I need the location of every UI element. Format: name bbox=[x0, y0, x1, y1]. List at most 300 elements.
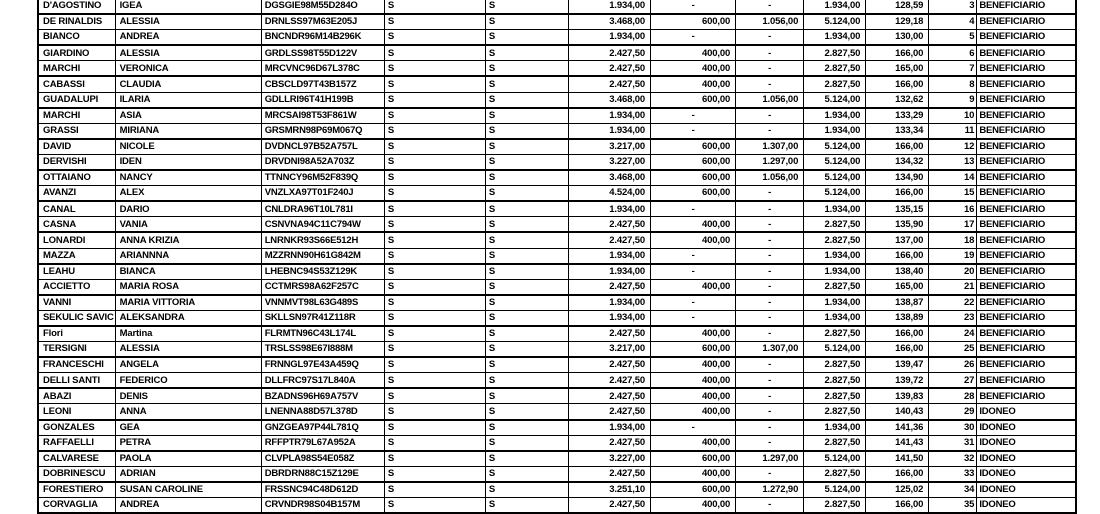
cell-first-name: ANNA bbox=[115, 404, 261, 420]
cell-flag-2: S bbox=[485, 201, 568, 217]
cell-status: BENEFICIARIO bbox=[977, 45, 1076, 61]
cell-first-name: DENIS bbox=[115, 388, 261, 404]
cell-fiscal-code: LNRNKR93S66E512H bbox=[261, 232, 384, 248]
cell-status: IDONEO bbox=[977, 451, 1076, 467]
cell-first-name: FEDERICO bbox=[115, 373, 261, 389]
cell-amount-extra1: 400,00 bbox=[651, 498, 736, 514]
cell-surname: SEKULIC SAVIC bbox=[38, 310, 115, 326]
cell-amount-extra2: - bbox=[736, 357, 804, 373]
cell-amount-base: 3.468,00 bbox=[568, 92, 650, 108]
cell-rank: 16 bbox=[929, 201, 977, 217]
cell-first-name: PAOLA bbox=[115, 451, 261, 467]
cell-fiscal-code: DLLFRC97S17L840A bbox=[261, 373, 384, 389]
cell-rank: 26 bbox=[929, 357, 977, 373]
cell-flag-1: S bbox=[384, 310, 485, 326]
table-row bbox=[38, 139, 1076, 155]
cell-rank: 5 bbox=[929, 30, 977, 46]
cell-surname: GRASSI bbox=[38, 123, 115, 139]
cell-first-name: ANDREA bbox=[115, 498, 261, 514]
cell-amount-total: 5.124,00 bbox=[804, 342, 866, 358]
cell-flag-2: S bbox=[485, 217, 568, 233]
cell-amount-extra1: - bbox=[651, 248, 736, 264]
cell-amount-extra2: 1.056,00 bbox=[736, 170, 804, 186]
cell-score: 141,36 bbox=[866, 420, 929, 436]
cell-score: 138,87 bbox=[866, 295, 929, 311]
cell-amount-extra1: 400,00 bbox=[651, 388, 736, 404]
cell-amount-total: 1.934,00 bbox=[804, 295, 866, 311]
cell-flag-2: S bbox=[485, 0, 568, 14]
table-row bbox=[38, 201, 1076, 217]
cell-fiscal-code: CNLDRA96T10L781I bbox=[261, 201, 384, 217]
cell-amount-total: 1.934,00 bbox=[804, 264, 866, 280]
cell-amount-extra1: 600,00 bbox=[651, 342, 736, 358]
cell-first-name: MIRIANA bbox=[115, 123, 261, 139]
cell-amount-total: 1.934,00 bbox=[804, 30, 866, 46]
cell-amount-total: 5.124,00 bbox=[804, 170, 866, 186]
cell-score: 166,00 bbox=[866, 45, 929, 61]
cell-status: BENEFICIARIO bbox=[977, 30, 1076, 46]
cell-amount-extra1: - bbox=[651, 30, 736, 46]
cell-status: BENEFICIARIO bbox=[977, 248, 1076, 264]
cell-score: 166,00 bbox=[866, 76, 929, 92]
cell-surname: CABASSI bbox=[38, 76, 115, 92]
cell-first-name: ASIA bbox=[115, 108, 261, 124]
cell-amount-base: 2.427,50 bbox=[568, 373, 650, 389]
cell-status: BENEFICIARIO bbox=[977, 201, 1076, 217]
cell-amount-extra2: - bbox=[736, 217, 804, 233]
cell-amount-total: 1.934,00 bbox=[804, 201, 866, 217]
cell-surname: TERSIGNI bbox=[38, 342, 115, 358]
cell-flag-1: S bbox=[384, 139, 485, 155]
cell-fiscal-code: GDLLRI96T41H199B bbox=[261, 92, 384, 108]
cell-rank: 23 bbox=[929, 310, 977, 326]
cell-rank: 31 bbox=[929, 435, 977, 451]
cell-amount-total: 5.124,00 bbox=[804, 186, 866, 202]
cell-fiscal-code: TTNNCY96M52F839Q bbox=[261, 170, 384, 186]
cell-flag-2: S bbox=[485, 61, 568, 77]
cell-fiscal-code: MRCSAI98T53F861W bbox=[261, 108, 384, 124]
table-row bbox=[38, 342, 1076, 358]
cell-rank: 7 bbox=[929, 61, 977, 77]
cell-status: BENEFICIARIO bbox=[977, 342, 1076, 358]
cell-rank: 15 bbox=[929, 186, 977, 202]
table-row bbox=[38, 217, 1076, 233]
cell-amount-extra2: 1.297,00 bbox=[736, 154, 804, 170]
cell-score: 137,00 bbox=[866, 232, 929, 248]
cell-status: BENEFICIARIO bbox=[977, 108, 1076, 124]
table-row bbox=[38, 279, 1076, 295]
cell-fiscal-code: BZADNS96H69A757V bbox=[261, 388, 384, 404]
cell-flag-1: S bbox=[384, 61, 485, 77]
cell-score: 129,18 bbox=[866, 14, 929, 30]
cell-surname: LEONI bbox=[38, 404, 115, 420]
cell-first-name: NICOLE bbox=[115, 139, 261, 155]
cell-flag-2: S bbox=[485, 170, 568, 186]
cell-flag-2: S bbox=[485, 14, 568, 30]
cell-fiscal-code: CLVPLA98S54E058Z bbox=[261, 451, 384, 467]
cell-score: 138,89 bbox=[866, 310, 929, 326]
cell-status: BENEFICIARIO bbox=[977, 217, 1076, 233]
cell-flag-2: S bbox=[485, 326, 568, 342]
cell-first-name: MARIA ROSA bbox=[115, 279, 261, 295]
cell-score: 166,00 bbox=[866, 139, 929, 155]
cell-flag-2: S bbox=[485, 498, 568, 514]
cell-flag-2: S bbox=[485, 420, 568, 436]
cell-flag-1: S bbox=[384, 357, 485, 373]
cell-rank: 12 bbox=[929, 139, 977, 155]
cell-first-name: ANNA KRIZIA bbox=[115, 232, 261, 248]
cell-first-name: ALESSIA bbox=[115, 14, 261, 30]
cell-rank: 18 bbox=[929, 232, 977, 248]
cell-amount-extra1: 400,00 bbox=[651, 232, 736, 248]
cell-amount-total: 1.934,00 bbox=[804, 0, 866, 14]
ranking-table bbox=[37, 0, 1077, 514]
table-row bbox=[38, 45, 1076, 61]
cell-fiscal-code: DRVDNI98A52A703Z bbox=[261, 154, 384, 170]
cell-rank: 25 bbox=[929, 342, 977, 358]
cell-amount-total: 2.827,50 bbox=[804, 326, 866, 342]
cell-amount-extra1: 400,00 bbox=[651, 404, 736, 420]
cell-fiscal-code: FRNNGL97E43A459Q bbox=[261, 357, 384, 373]
cell-fiscal-code: CCTMRS98A62F257C bbox=[261, 279, 384, 295]
table-row bbox=[38, 14, 1076, 30]
cell-amount-extra2: - bbox=[736, 248, 804, 264]
cell-surname: LONARDI bbox=[38, 232, 115, 248]
table-row bbox=[38, 248, 1076, 264]
cell-flag-1: S bbox=[384, 466, 485, 482]
cell-amount-base: 1.934,00 bbox=[568, 30, 650, 46]
cell-rank: 14 bbox=[929, 170, 977, 186]
cell-amount-extra1: 400,00 bbox=[651, 76, 736, 92]
cell-flag-1: S bbox=[384, 30, 485, 46]
cell-amount-extra1: 600,00 bbox=[651, 186, 736, 202]
cell-amount-extra2: - bbox=[736, 108, 804, 124]
cell-amount-base: 2.427,50 bbox=[568, 357, 650, 373]
cell-score: 138,40 bbox=[866, 264, 929, 280]
cell-flag-2: S bbox=[485, 279, 568, 295]
cell-amount-extra2: 1.307,00 bbox=[736, 139, 804, 155]
cell-amount-base: 2.427,50 bbox=[568, 61, 650, 77]
cell-amount-base: 2.427,50 bbox=[568, 498, 650, 514]
cell-rank: 4 bbox=[929, 14, 977, 30]
cell-fiscal-code: DVDNCL97B52A757L bbox=[261, 139, 384, 155]
cell-score: 166,00 bbox=[866, 186, 929, 202]
cell-amount-extra2: - bbox=[736, 45, 804, 61]
cell-first-name: SUSAN CAROLINE bbox=[115, 482, 261, 498]
cell-amount-total: 5.124,00 bbox=[804, 154, 866, 170]
cell-first-name: ANGELA bbox=[115, 357, 261, 373]
cell-amount-total: 1.934,00 bbox=[804, 108, 866, 124]
cell-amount-base: 2.427,50 bbox=[568, 76, 650, 92]
cell-first-name: MARIA VITTORIA bbox=[115, 295, 261, 311]
cell-amount-extra1: - bbox=[651, 0, 736, 14]
cell-amount-total: 1.934,00 bbox=[804, 420, 866, 436]
cell-first-name: IDEN bbox=[115, 154, 261, 170]
cell-fiscal-code: MRCVNC96D67L378C bbox=[261, 61, 384, 77]
cell-rank: 20 bbox=[929, 264, 977, 280]
cell-amount-base: 1.934,00 bbox=[568, 310, 650, 326]
cell-amount-total: 5.124,00 bbox=[804, 139, 866, 155]
cell-amount-extra1: - bbox=[651, 108, 736, 124]
cell-score: 134,32 bbox=[866, 154, 929, 170]
cell-flag-1: S bbox=[384, 14, 485, 30]
cell-flag-1: S bbox=[384, 248, 485, 264]
table-row bbox=[38, 310, 1076, 326]
cell-first-name: ALEKSANDRA bbox=[115, 310, 261, 326]
cell-amount-base: 2.427,50 bbox=[568, 326, 650, 342]
cell-amount-total: 2.827,50 bbox=[804, 232, 866, 248]
cell-flag-1: S bbox=[384, 0, 485, 14]
table-row bbox=[38, 482, 1076, 498]
cell-amount-extra2: 1.056,00 bbox=[736, 92, 804, 108]
cell-score: 166,00 bbox=[866, 326, 929, 342]
cell-score: 134,90 bbox=[866, 170, 929, 186]
cell-surname: DE RINALDIS bbox=[38, 14, 115, 30]
cell-amount-base: 2.427,50 bbox=[568, 466, 650, 482]
cell-fiscal-code: DGSGIE98M55D284O bbox=[261, 0, 384, 14]
cell-flag-2: S bbox=[485, 435, 568, 451]
cell-surname: MAZZA bbox=[38, 248, 115, 264]
cell-surname: ABAZI bbox=[38, 388, 115, 404]
cell-amount-extra2: - bbox=[736, 295, 804, 311]
cell-status: BENEFICIARIO bbox=[977, 139, 1076, 155]
cell-amount-extra1: - bbox=[651, 420, 736, 436]
cell-flag-1: S bbox=[384, 123, 485, 139]
table-row bbox=[38, 498, 1076, 514]
cell-amount-extra2: - bbox=[736, 264, 804, 280]
table-row bbox=[38, 30, 1076, 46]
cell-flag-2: S bbox=[485, 186, 568, 202]
cell-status: BENEFICIARIO bbox=[977, 373, 1076, 389]
table-row bbox=[38, 76, 1076, 92]
cell-rank: 10 bbox=[929, 108, 977, 124]
cell-flag-2: S bbox=[485, 232, 568, 248]
cell-amount-extra1: - bbox=[651, 201, 736, 217]
cell-amount-extra1: - bbox=[651, 264, 736, 280]
cell-surname: CORVAGLIA bbox=[38, 498, 115, 514]
table-row bbox=[38, 92, 1076, 108]
cell-flag-2: S bbox=[485, 310, 568, 326]
cell-amount-total: 2.827,50 bbox=[804, 404, 866, 420]
cell-amount-extra2: - bbox=[736, 404, 804, 420]
cell-amount-extra2: 1.307,00 bbox=[736, 342, 804, 358]
cell-surname: CALVARESE bbox=[38, 451, 115, 467]
cell-amount-base: 3.227,00 bbox=[568, 451, 650, 467]
cell-amount-extra2: - bbox=[736, 123, 804, 139]
table-row bbox=[38, 357, 1076, 373]
cell-rank: 34 bbox=[929, 482, 977, 498]
cell-score: 165,00 bbox=[866, 61, 929, 77]
cell-amount-base: 1.934,00 bbox=[568, 264, 650, 280]
cell-rank: 11 bbox=[929, 123, 977, 139]
cell-flag-2: S bbox=[485, 404, 568, 420]
cell-amount-total: 2.827,50 bbox=[804, 357, 866, 373]
cell-amount-total: 2.827,50 bbox=[804, 373, 866, 389]
cell-amount-total: 2.827,50 bbox=[804, 61, 866, 77]
cell-status: BENEFICIARIO bbox=[977, 326, 1076, 342]
cell-fiscal-code: CSNVNA94C11C794W bbox=[261, 217, 384, 233]
cell-flag-1: S bbox=[384, 217, 485, 233]
cell-amount-base: 2.427,50 bbox=[568, 232, 650, 248]
cell-surname: FRANCESCHI bbox=[38, 357, 115, 373]
cell-score: 166,00 bbox=[866, 466, 929, 482]
cell-flag-1: S bbox=[384, 279, 485, 295]
cell-rank: 8 bbox=[929, 76, 977, 92]
cell-flag-2: S bbox=[485, 388, 568, 404]
cell-amount-extra2: - bbox=[736, 76, 804, 92]
cell-flag-1: S bbox=[384, 76, 485, 92]
cell-surname: MARCHI bbox=[38, 61, 115, 77]
cell-flag-2: S bbox=[485, 154, 568, 170]
cell-status: IDONEO bbox=[977, 466, 1076, 482]
ranking-table-body bbox=[38, 0, 1076, 513]
cell-surname: MARCHI bbox=[38, 108, 115, 124]
cell-rank: 19 bbox=[929, 248, 977, 264]
cell-flag-2: S bbox=[485, 357, 568, 373]
cell-score: 139,72 bbox=[866, 373, 929, 389]
cell-amount-base: 2.427,50 bbox=[568, 435, 650, 451]
cell-status: BENEFICIARIO bbox=[977, 357, 1076, 373]
cell-first-name: ALESSIA bbox=[115, 45, 261, 61]
cell-amount-base: 2.427,50 bbox=[568, 279, 650, 295]
cell-amount-base: 2.427,50 bbox=[568, 217, 650, 233]
cell-score: 135,15 bbox=[866, 201, 929, 217]
cell-amount-extra1: 600,00 bbox=[651, 139, 736, 155]
cell-status: IDONEO bbox=[977, 435, 1076, 451]
cell-first-name: DARIO bbox=[115, 201, 261, 217]
cell-status: BENEFICIARIO bbox=[977, 186, 1076, 202]
table-row bbox=[38, 108, 1076, 124]
cell-status: BENEFICIARIO bbox=[977, 123, 1076, 139]
cell-amount-extra1: 400,00 bbox=[651, 61, 736, 77]
cell-flag-1: S bbox=[384, 482, 485, 498]
cell-score: 140,43 bbox=[866, 404, 929, 420]
cell-flag-1: S bbox=[384, 264, 485, 280]
cell-fiscal-code: BNCNDR96M14B296K bbox=[261, 30, 384, 46]
cell-first-name: ILARIA bbox=[115, 92, 261, 108]
cell-fiscal-code: GNZGEA97P44L781Q bbox=[261, 420, 384, 436]
cell-surname: ACCIETTO bbox=[38, 279, 115, 295]
cell-amount-total: 1.934,00 bbox=[804, 123, 866, 139]
cell-amount-total: 1.934,00 bbox=[804, 310, 866, 326]
cell-flag-1: S bbox=[384, 373, 485, 389]
cell-first-name: Martina bbox=[115, 326, 261, 342]
cell-amount-total: 2.827,50 bbox=[804, 388, 866, 404]
cell-fiscal-code: CRVNDR98S04B157M bbox=[261, 498, 384, 514]
table-row bbox=[38, 186, 1076, 202]
cell-status: BENEFICIARIO bbox=[977, 388, 1076, 404]
cell-rank: 27 bbox=[929, 373, 977, 389]
table-row bbox=[38, 420, 1076, 436]
cell-amount-base: 1.934,00 bbox=[568, 201, 650, 217]
cell-fiscal-code: LHEBNC94S53Z129K bbox=[261, 264, 384, 280]
cell-surname: DOBRINESCU bbox=[38, 466, 115, 482]
cell-flag-2: S bbox=[485, 123, 568, 139]
cell-flag-1: S bbox=[384, 342, 485, 358]
cell-fiscal-code: MZZRNN90H61G842M bbox=[261, 248, 384, 264]
cell-surname: DAVID bbox=[38, 139, 115, 155]
cell-flag-2: S bbox=[485, 45, 568, 61]
table-row bbox=[38, 373, 1076, 389]
cell-flag-2: S bbox=[485, 373, 568, 389]
cell-amount-extra1: 400,00 bbox=[651, 466, 736, 482]
cell-amount-extra2: - bbox=[736, 232, 804, 248]
cell-amount-extra1: 400,00 bbox=[651, 435, 736, 451]
cell-first-name: VERONICA bbox=[115, 61, 261, 77]
cell-fiscal-code: SKLLSN97R41Z118R bbox=[261, 310, 384, 326]
cell-flag-2: S bbox=[485, 76, 568, 92]
cell-score: 139,47 bbox=[866, 357, 929, 373]
cell-amount-total: 5.124,00 bbox=[804, 451, 866, 467]
cell-amount-extra2: - bbox=[736, 201, 804, 217]
cell-status: IDONEO bbox=[977, 404, 1076, 420]
cell-amount-base: 1.934,00 bbox=[568, 420, 650, 436]
cell-amount-total: 2.827,50 bbox=[804, 466, 866, 482]
table-row bbox=[38, 451, 1076, 467]
cell-flag-2: S bbox=[485, 108, 568, 124]
table-row bbox=[38, 435, 1076, 451]
cell-surname: GIARDINO bbox=[38, 45, 115, 61]
cell-rank: 13 bbox=[929, 154, 977, 170]
cell-amount-extra1: 400,00 bbox=[651, 45, 736, 61]
cell-first-name: BIANCA bbox=[115, 264, 261, 280]
cell-amount-base: 3.227,00 bbox=[568, 154, 650, 170]
table-row bbox=[38, 123, 1076, 139]
cell-status: BENEFICIARIO bbox=[977, 154, 1076, 170]
cell-fiscal-code: FRSSNC94C48D612D bbox=[261, 482, 384, 498]
table-row bbox=[38, 388, 1076, 404]
cell-surname: RAFFAELLI bbox=[38, 435, 115, 451]
cell-status: BENEFICIARIO bbox=[977, 264, 1076, 280]
cell-rank: 17 bbox=[929, 217, 977, 233]
cell-amount-extra1: 600,00 bbox=[651, 92, 736, 108]
cell-amount-extra1: 400,00 bbox=[651, 373, 736, 389]
cell-amount-base: 4.524,00 bbox=[568, 186, 650, 202]
cell-surname: VANNI bbox=[38, 295, 115, 311]
cell-amount-base: 1.934,00 bbox=[568, 295, 650, 311]
cell-fiscal-code: DBRDRN88C15Z129E bbox=[261, 466, 384, 482]
cell-amount-total: 2.827,50 bbox=[804, 45, 866, 61]
cell-fiscal-code: LNENNA88D57L378D bbox=[261, 404, 384, 420]
cell-status: BENEFICIARIO bbox=[977, 295, 1076, 311]
cell-first-name: ANDREA bbox=[115, 30, 261, 46]
table-row bbox=[38, 154, 1076, 170]
cell-amount-base: 3.217,00 bbox=[568, 139, 650, 155]
cell-rank: 33 bbox=[929, 466, 977, 482]
cell-amount-extra2: - bbox=[736, 186, 804, 202]
cell-amount-extra2: - bbox=[736, 30, 804, 46]
cell-amount-base: 2.427,50 bbox=[568, 404, 650, 420]
table-row bbox=[38, 170, 1076, 186]
table-row bbox=[38, 295, 1076, 311]
cell-first-name: ADRIAN bbox=[115, 466, 261, 482]
cell-status: IDONEO bbox=[977, 482, 1076, 498]
cell-amount-extra1: - bbox=[651, 295, 736, 311]
cell-fiscal-code: VNZLXA97T01F240J bbox=[261, 186, 384, 202]
cell-amount-extra2: - bbox=[736, 435, 804, 451]
cell-flag-2: S bbox=[485, 482, 568, 498]
cell-rank: 30 bbox=[929, 420, 977, 436]
cell-fiscal-code: TRSLSS98E67I888M bbox=[261, 342, 384, 358]
cell-amount-extra1: - bbox=[651, 310, 736, 326]
cell-first-name: VANIA bbox=[115, 217, 261, 233]
cell-rank: 9 bbox=[929, 92, 977, 108]
cell-amount-extra1: 600,00 bbox=[651, 170, 736, 186]
cell-amount-total: 5.124,00 bbox=[804, 482, 866, 498]
cell-status: BENEFICIARIO bbox=[977, 279, 1076, 295]
cell-amount-extra1: 600,00 bbox=[651, 14, 736, 30]
cell-amount-total: 2.827,50 bbox=[804, 279, 866, 295]
